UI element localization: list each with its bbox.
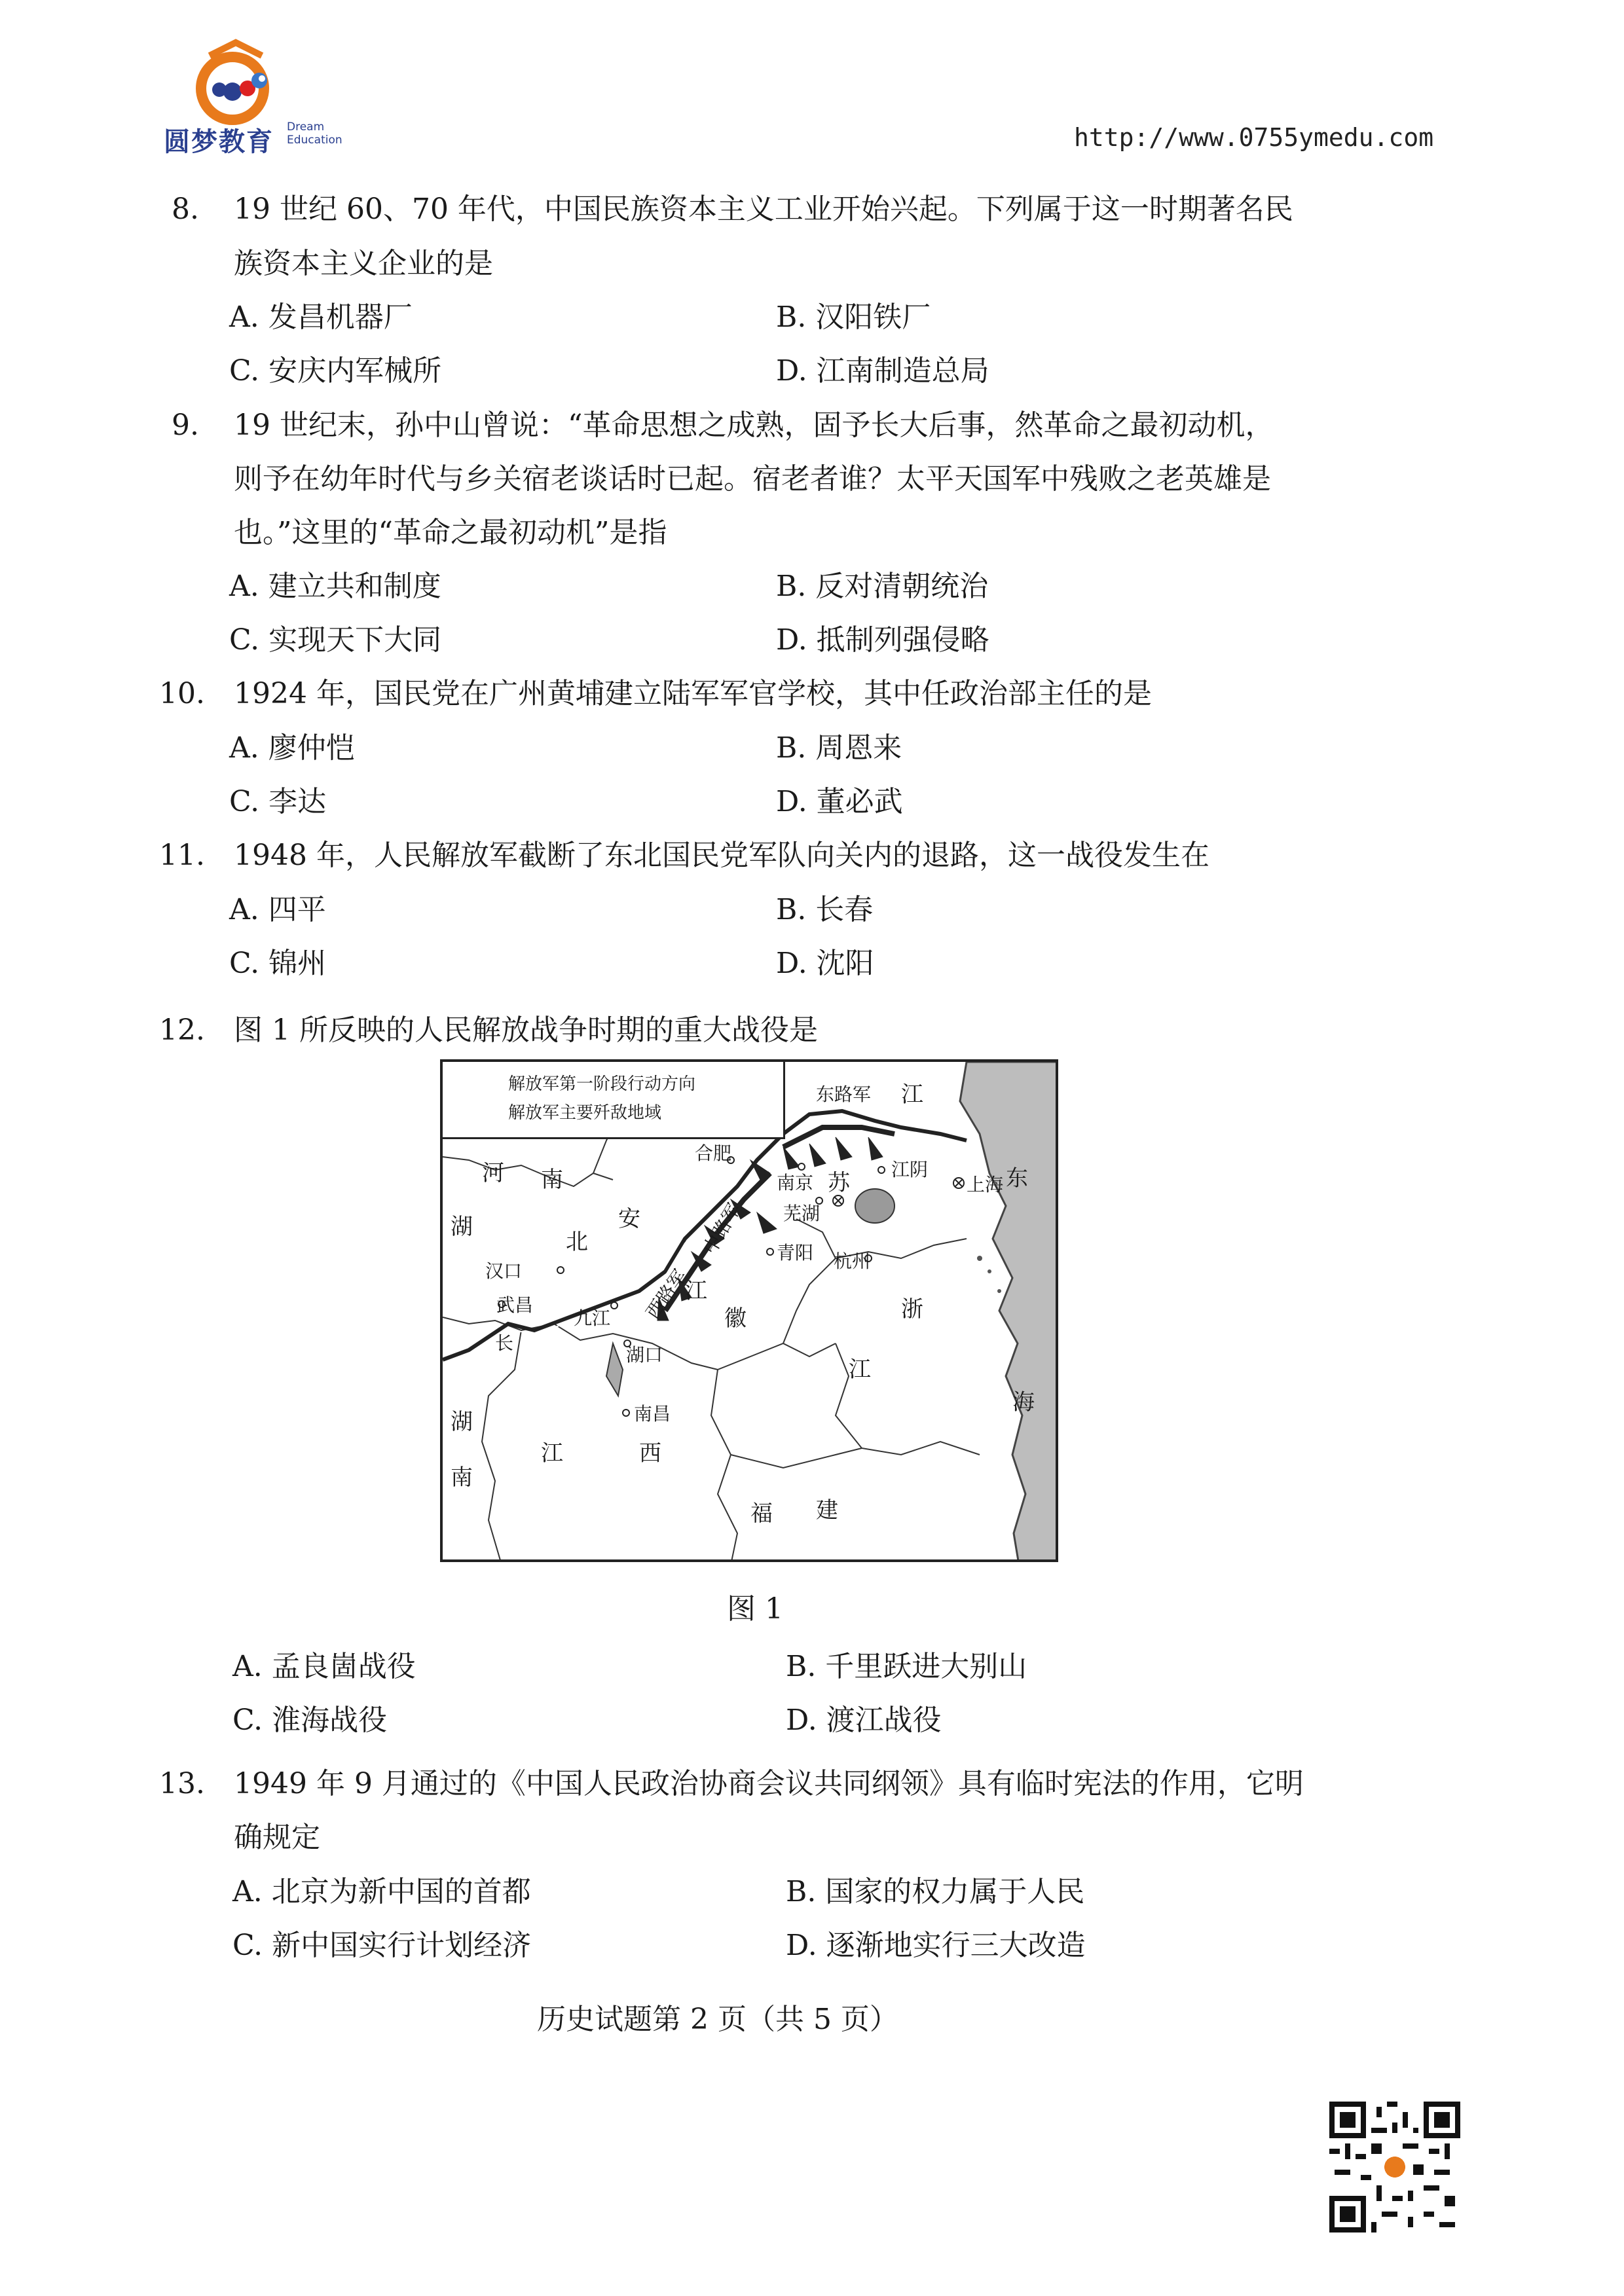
label-wuchang: 武昌 bbox=[496, 1294, 534, 1316]
question-9-line-2: 则予在幼年时代与乡关宿老谈话时已起。宿老者谁？太平天国军中残败之老英雄是 bbox=[234, 462, 1271, 496]
label-jiujiang: 九江 bbox=[574, 1307, 611, 1329]
qr-code-icon[interactable] bbox=[1329, 2102, 1460, 2232]
q12-option-d[interactable]: D. 渡江战役 bbox=[786, 1704, 942, 1737]
q8-option-b[interactable]: B. 汉阳铁厂 bbox=[776, 301, 931, 334]
label-river-jiang: 江 bbox=[901, 1082, 923, 1108]
label-east-sea-1: 东 bbox=[1006, 1165, 1028, 1192]
label-river-chang: 长 bbox=[495, 1332, 514, 1354]
question-8: 8. 19 世纪 60、70 年代，中国民族资本主义工业开始兴起。下列属于这一时期著名民 bbox=[172, 192, 1293, 226]
q9-option-b[interactable]: B. 反对清朝统治 bbox=[776, 570, 989, 603]
label-fujian-1: 福 bbox=[750, 1501, 773, 1527]
q8-option-a[interactable]: A. 发昌机器厂 bbox=[229, 301, 413, 334]
legend-circle-label: 解放军主要歼敌地域 bbox=[508, 1103, 662, 1123]
q11-option-b[interactable]: B. 长春 bbox=[776, 893, 874, 926]
q10-option-c[interactable]: C. 李达 bbox=[229, 785, 327, 818]
label-jiangxi-2: 西 bbox=[639, 1440, 661, 1467]
label-wuhu: 芜湖 bbox=[783, 1203, 821, 1224]
page-footer: 历史试题第 2 页（共 5 页） bbox=[537, 2003, 898, 2036]
label-shanghai: 上海 bbox=[967, 1174, 1004, 1195]
q12-option-b[interactable]: B. 千里跃进大别山 bbox=[786, 1650, 1027, 1683]
campaign-map bbox=[440, 1059, 1058, 1562]
label-jiangxi-1: 江 bbox=[541, 1440, 563, 1467]
site-url[interactable]: http://www.0755ymedu.com bbox=[1074, 123, 1434, 152]
q10-option-d[interactable]: D. 董必武 bbox=[776, 785, 903, 818]
label-nanjing: 南京 bbox=[777, 1172, 814, 1194]
q10-option-a[interactable]: A. 廖仲恺 bbox=[229, 731, 355, 765]
label-qingyang: 青阳 bbox=[777, 1242, 814, 1264]
question-11: 11. 1948 年，人民解放军截断了东北国民党军队向关内的退路，这一战役发生在 bbox=[159, 839, 1209, 872]
label-hunan-1: 湖 bbox=[451, 1409, 473, 1435]
q13-option-a[interactable]: A. 北京为新中国的首都 bbox=[232, 1875, 531, 1908]
logo-text: 圆梦教育 bbox=[164, 127, 274, 157]
label-army-east: 东路军 bbox=[816, 1084, 872, 1105]
q13-option-c[interactable]: C. 新中国实行计划经济 bbox=[232, 1929, 532, 1962]
map-legend bbox=[443, 1062, 785, 1139]
label-nanchang: 南昌 bbox=[634, 1403, 671, 1425]
label-east-sea-2: 海 bbox=[1012, 1389, 1035, 1415]
q8-option-d[interactable]: D. 江南制造总局 bbox=[776, 354, 989, 388]
label-fujian-2: 建 bbox=[816, 1497, 838, 1523]
label-hubei-1: 湖 bbox=[451, 1214, 473, 1240]
question-8-line-2: 族资本主义企业的是 bbox=[234, 247, 493, 280]
label-henan-2: 南 bbox=[541, 1167, 563, 1193]
q9-option-d[interactable]: D. 抵制列强侵略 bbox=[776, 623, 989, 657]
label-hefei: 合肥 bbox=[695, 1142, 732, 1164]
question-13-line-2: 确规定 bbox=[234, 1821, 320, 1854]
q13-option-b[interactable]: B. 国家的权力属于人民 bbox=[786, 1875, 1085, 1908]
label-jiangyin: 江阴 bbox=[891, 1159, 929, 1180]
q12-option-c[interactable]: C. 淮海战役 bbox=[232, 1704, 388, 1737]
q13-option-d[interactable]: D. 逐渐地实行三大改造 bbox=[786, 1929, 1086, 1962]
label-hankou: 汉口 bbox=[485, 1260, 523, 1282]
question-9-line-3: 也。”这里的“革命之最初动机”是指 bbox=[234, 516, 667, 549]
question-13: 13. 1949 年 9 月通过的《中国人民政治协商会议共同纲领》具有临时宪法的作用，它明 bbox=[159, 1767, 1304, 1800]
logo-subtitle: Dream Education bbox=[287, 120, 342, 147]
label-zhejiang-2: 江 bbox=[849, 1357, 871, 1383]
q11-option-c[interactable]: C. 锦州 bbox=[229, 947, 327, 980]
q12-option-a[interactable]: A. 孟良崮战役 bbox=[232, 1650, 416, 1683]
label-jiangsu-1: 江 bbox=[685, 1278, 707, 1304]
question-10: 10. 1924 年，国民党在广州黄埔建立陆军军官学校，其中任政治部主任的是 bbox=[159, 677, 1152, 710]
q8-option-c[interactable]: C. 安庆内军械所 bbox=[229, 354, 442, 388]
label-anhui-2: 徽 bbox=[724, 1305, 747, 1332]
label-anhui-1: 安 bbox=[618, 1206, 640, 1232]
legend-arrow-label: 解放军第一阶段行动方向 bbox=[508, 1074, 696, 1094]
q11-option-d[interactable]: D. 沈阳 bbox=[776, 947, 874, 980]
label-henan-1: 河 bbox=[482, 1160, 504, 1186]
figure-caption: 图 1 bbox=[727, 1592, 783, 1626]
label-jiangsu-2: 苏 bbox=[828, 1170, 850, 1196]
label-army-mid: 中路军 bbox=[699, 1199, 745, 1258]
question-12: 12. 图 1 所反映的人民解放战争时期的重大战役是 bbox=[159, 1013, 818, 1047]
label-hubei-2: 北 bbox=[566, 1229, 588, 1255]
label-zhejiang-1: 浙 bbox=[901, 1296, 923, 1322]
label-army-west: 西路军 bbox=[641, 1265, 692, 1323]
q9-option-a[interactable]: A. 建立共和制度 bbox=[229, 570, 441, 603]
q11-option-a[interactable]: A. 四平 bbox=[229, 893, 326, 926]
label-hunan-2: 南 bbox=[451, 1465, 473, 1491]
question-9: 9. 19 世纪末，孙中山曾说：“革命思想之成熟，固予长大后事，然革命之最初动机， bbox=[172, 409, 1274, 442]
q9-option-c[interactable]: C. 实现天下大同 bbox=[229, 623, 442, 657]
label-hangzhou: 杭州 bbox=[834, 1250, 871, 1272]
q10-option-b[interactable]: B. 周恩来 bbox=[776, 731, 902, 765]
label-hukou: 湖口 bbox=[626, 1344, 663, 1366]
